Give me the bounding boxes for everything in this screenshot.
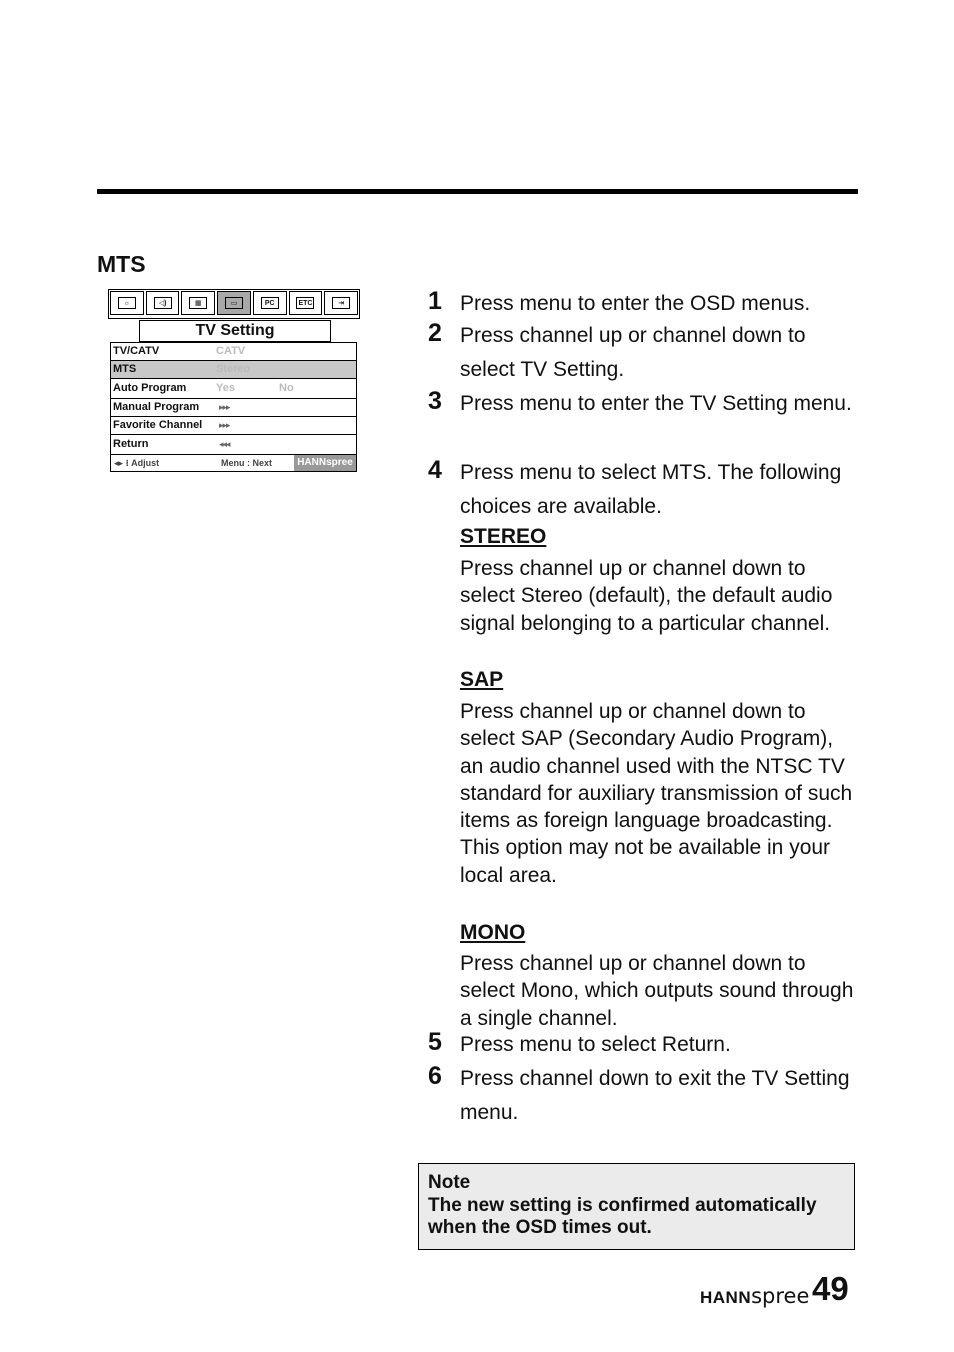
osd-row-manual-program: Manual Program ▸▸▸: [111, 399, 356, 417]
osd-row-return: Return ◂◂◂: [111, 435, 356, 455]
note-title: Note: [428, 1172, 471, 1193]
osd-row-mts: MTS Stereo: [111, 361, 356, 379]
osd-row-auto-program: Auto Program Yes No: [111, 379, 356, 399]
picture-icon: ▦: [181, 291, 215, 315]
forward-arrows-icon: ▸▸▸: [219, 420, 230, 430]
option-body-stereo: Press channel up or channel down to select Stereo (default), the default audio signal belonging to a particular channel.: [460, 557, 833, 635]
forward-arrows-icon: ▸▸▸: [219, 402, 230, 412]
option-body-sap: Press channel up or channel down to select SAP (Secondary Audio Program), an audio channel used with the NTSC TV standard for auxiliary transmission of such items as foreign language broadcasting. This option may not be available in your local area.: [460, 700, 853, 887]
header-rule: [97, 189, 858, 194]
osd-settings-table: [110, 342, 357, 472]
osd-icon-bar: [108, 289, 360, 319]
note-body: The new setting is confirmed automatically when the OSD times out.: [428, 1194, 817, 1238]
exit-icon: ⇥: [324, 291, 358, 315]
option-heading-sap: SAP: [460, 668, 504, 691]
osd-row-favorite-channel: Favorite Channel ▸▸▸: [111, 417, 356, 435]
tv-icon: ▭: [217, 291, 251, 315]
osd-brand-logo: HANNspree: [294, 455, 356, 471]
etc-icon: ETC: [289, 291, 323, 315]
osd-row-tv-catv: TV/CATV CATV: [111, 343, 356, 361]
option-body-mono: Press channel up or channel down to select Mono, which outputs sound through a single channel.: [460, 952, 854, 1030]
note-box: [418, 1163, 855, 1250]
page-number: 49: [812, 1270, 849, 1307]
osd-title: TV Setting: [139, 320, 331, 342]
osd-footer: ◂▸ ⁝ Adjust Menu : Next HANNspree: [111, 455, 356, 471]
back-arrows-icon: ◂◂◂: [219, 439, 230, 449]
brand-logo: HANNspree: [700, 1284, 810, 1308]
brightness-icon: ☼: [110, 291, 144, 315]
section-title: MTS: [97, 251, 146, 277]
pc-icon: PC: [253, 291, 287, 315]
audio-icon: ◁): [146, 291, 180, 315]
option-heading-mono: MONO: [460, 921, 526, 944]
option-heading-stereo: STEREO: [460, 525, 547, 548]
